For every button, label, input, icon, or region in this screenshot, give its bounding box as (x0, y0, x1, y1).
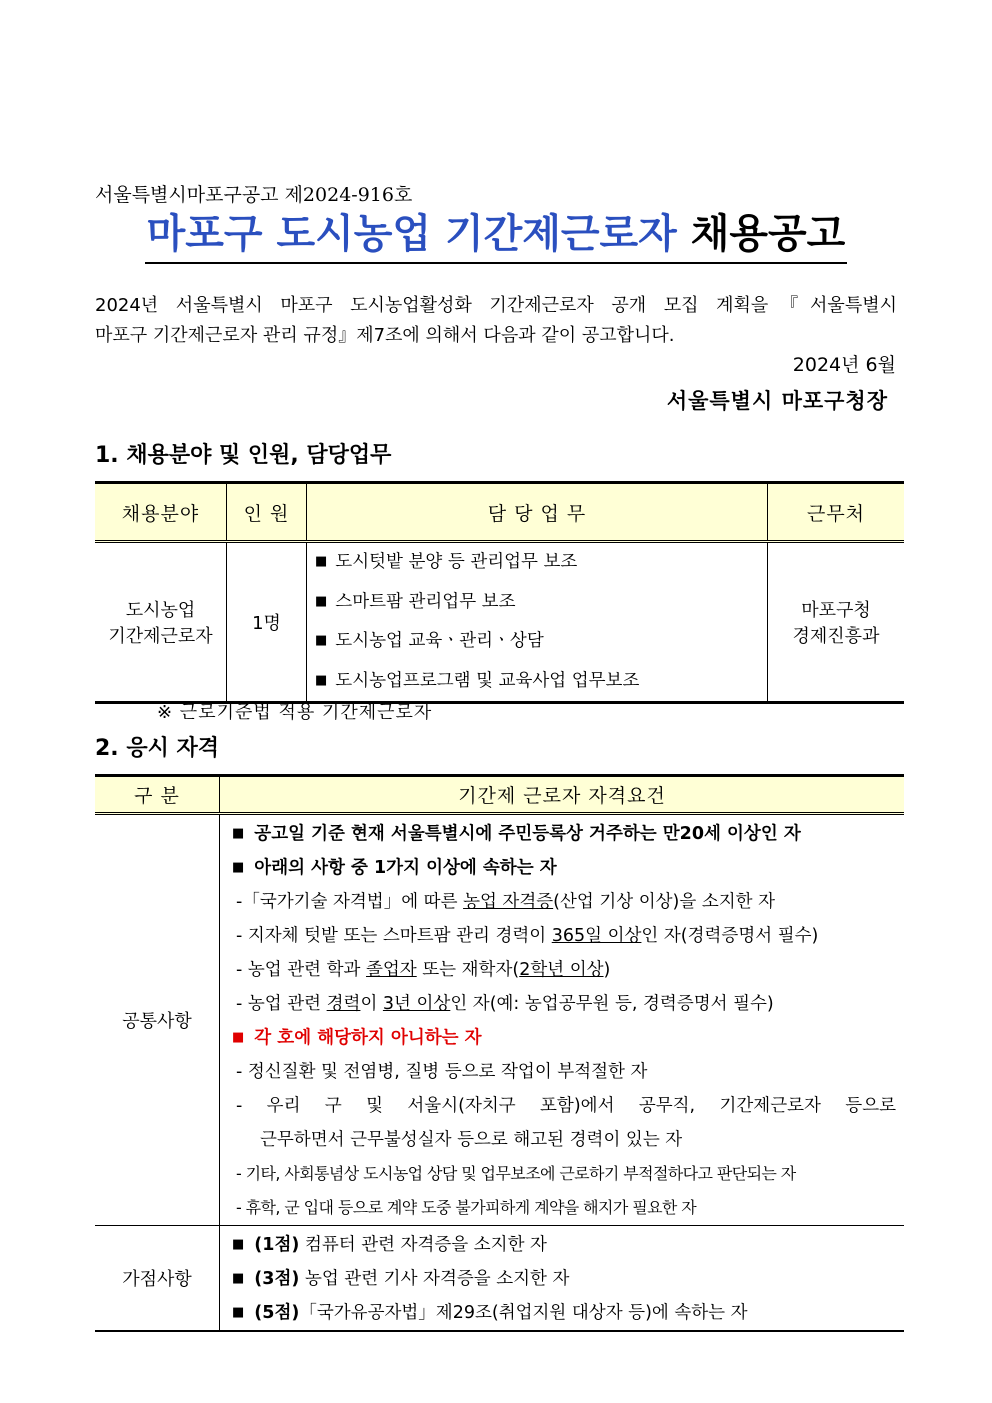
duty-item: ■ 도시농업프로그램 및 교육사업 업무보조 (315, 670, 640, 691)
req-line: -「국가기술 자격법」에 따른 농업 자격증(산업 기상 이상)을 소지한 자 (236, 892, 776, 912)
field-line-2: 기간제근로자 (108, 626, 213, 647)
common-requirements (220, 814, 905, 1226)
col-field: 채용분야 (95, 483, 227, 542)
common-label: 공통사항 (95, 814, 220, 1226)
req-line: ■ 공고일 기준 현재 서울특별시에 주민등록상 거주하는 만20세 이상인 자 (232, 824, 801, 844)
section2-heading: 2. 응시 자격 (95, 736, 219, 761)
notice-date: 2024년 6월 (792, 354, 896, 376)
req-line: - 기타, 사회통념상 도시농업 상담 및 업무보조에 근로하기 부적절하다고 판단되는 자 (236, 1164, 796, 1183)
signer: 서울특별시 마포구청장 (666, 389, 888, 413)
bonus-line: ■ (1점) 컴퓨터 관련 자격증을 소지한 자 (232, 1235, 547, 1255)
req-line: - 휴학, 군 입대 등으로 계약 도중 불가피하게 계약을 해지가 필요한 자 (236, 1198, 697, 1217)
req-line: - 우리 구 및 서울시(자치구 포함)에서 공무직, 기간제근로자 등으로 (236, 1096, 896, 1116)
table-note: ※ 근로기준법 적용 기간제근로자 (157, 702, 433, 723)
duties-cell (307, 542, 768, 703)
intro-line-1: 2024년 서울특별시 마포구 도시농업활성화 기간제근로자 공개 모집 계획을『서울특별시 (95, 295, 897, 316)
qualification-table (95, 774, 904, 1332)
req-line: - 정신질환 및 전염병, 질병 등으로 작업이 부적절한 자 (236, 1062, 648, 1082)
col-requirements: 기간제 근로자 자격요건 (220, 776, 905, 814)
bonus-requirements (220, 1226, 905, 1332)
workplace-cell (768, 542, 905, 703)
bullet-icon: ■ (232, 1030, 245, 1045)
req-line: - 지자체 텃밭 또는 스마트팜 관리 경력이 365일 이상인 자(경력증명서 필수) (236, 926, 819, 946)
req-line: ■ 각 호에 해당하지 아니하는 자 (232, 1028, 482, 1048)
notice-number: 서울특별시마포구공고 제2024-916호 (95, 184, 413, 206)
section1-heading: 1. 채용분야 및 인원, 담당업무 (95, 443, 392, 468)
duty-item: ■ 도시농업 교육ㆍ관리ㆍ상담 (315, 631, 544, 651)
page-title (0, 208, 992, 264)
bullet-icon: ■ (315, 633, 328, 648)
bullet-icon: ■ (315, 593, 328, 609)
req-line: - 농업 관련 학과 졸업자 또는 재학자(2학년 이상) (236, 960, 611, 980)
bullet-icon: ■ (315, 554, 328, 569)
bonus-label: 가점사항 (95, 1226, 220, 1332)
bonus-line: ■ (5점)「국가유공자법」제29조(취업지원 대상자 등)에 속하는 자 (232, 1303, 748, 1323)
col-workplace: 근무처 (768, 483, 905, 542)
bonus-line: ■ (3점) 농업 관련 기사 자격증을 소지한 자 (232, 1269, 570, 1289)
req-line: - 농업 관련 경력이 3년 이상인 자(예: 농업공무원 등, 경력증명서 필수) (236, 994, 774, 1014)
col-headcount: 인 원 (227, 483, 307, 542)
title-blue: 마포구 도시농업 기간제근로자 (146, 211, 677, 257)
col-category: 구 분 (95, 776, 220, 814)
req-line: 근무하면서 근무불성실자 등으로 해고된 경력이 있는 자 (260, 1130, 683, 1150)
req-line: ■ 아래의 사항 중 1가지 이상에 속하는 자 (232, 858, 557, 878)
intro-line-2: 마포구 기간제근로자 관리 규정』제7조에 의해서 다음과 같이 공고합니다. (95, 325, 675, 346)
field-cell (95, 542, 227, 703)
field-line-1: 도시농업 (125, 600, 196, 621)
headcount-cell: 1명 (227, 542, 307, 703)
title-black: 채용공고 (690, 211, 846, 257)
recruitment-table (95, 481, 904, 704)
bullet-icon: ■ (232, 1237, 245, 1252)
duty-item: ■ 도시텃밭 분양 등 관리업무 보조 (315, 552, 578, 572)
bullet-icon: ■ (232, 860, 245, 875)
bullet-icon: ■ (315, 672, 328, 688)
workplace-line-2: 경제진흥과 (792, 626, 880, 647)
bullet-icon: ■ (232, 1271, 245, 1286)
bullet-icon: ■ (232, 826, 245, 841)
workplace-line-1: 마포구청 (801, 600, 871, 621)
col-duties: 담 당 업 무 (307, 483, 768, 542)
bullet-icon: ■ (232, 1305, 245, 1320)
duty-item: ■ 스마트팜 관리업무 보조 (315, 591, 516, 612)
